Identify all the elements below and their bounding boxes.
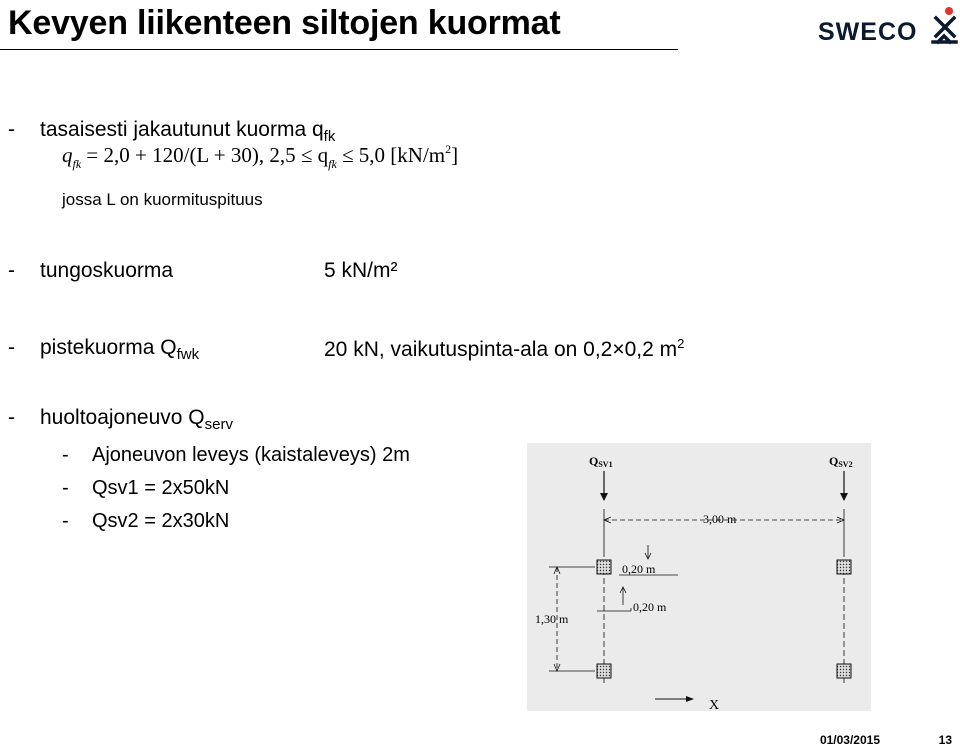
value-text: 20 kN, vaikutuspinta-ala on 0,2×0,2 m [324,338,678,361]
label-subscript: fk [323,128,336,145]
subitem-qsv2 [62,510,230,533]
footer-date: 01/03/2015 [819,733,880,747]
bullet-dash: - [62,477,69,499]
wheel-patch-front-left [597,560,611,574]
bullet-value [324,336,684,362]
width-label: 3,00 m [703,512,737,526]
service-vehicle-diagram [527,443,871,711]
formula-part1: = 2,0 + 120/(L + 30), 2,5 ≤ q [86,143,329,167]
q-sv2-label: QSV2 [829,454,853,469]
bullet-dash: - [8,406,15,429]
load-arrow-right [840,471,848,501]
q-sv1-label: QSV1 [589,454,613,469]
page-title: Kevyen liikenteen siltojen kuormat [8,4,561,42]
load-arrow-left [600,471,608,501]
bullet-label [40,118,335,145]
length-note: jossa L on kuormituspituus [62,190,263,209]
label-text: tasaisesti jakautunut kuorma q [40,118,324,141]
formula-close: ] [451,143,459,167]
label-subscript: serv [204,416,233,433]
x-axis-label: X [709,698,720,711]
bullet-value: 5 kN/m² [324,259,398,282]
label-subscript: fwk [176,346,200,363]
value-superscript: 2 [677,336,685,351]
bullet-item-crowd-load [8,259,398,283]
title-underline [0,49,678,50]
bullet-item-point-load [8,336,685,363]
formula-lhs-sub: fk [72,157,82,171]
formula-lhs: q [62,143,73,167]
wheel-patch-rear-left [597,664,611,678]
patch-dimension-2 [597,587,631,611]
patch-label-2: 0,20 m [633,600,667,614]
bullet-dash: - [8,118,15,141]
bullet-item-distributed-load [8,118,336,145]
bullet-item-service-vehicle [8,406,233,433]
label-text: huoltoajoneuvo Q [40,406,205,429]
wheel-patch-front-right [837,560,851,574]
x-axis-arrow [655,696,694,702]
sweco-logo [818,4,958,48]
subitem-qsv1 [62,477,230,500]
bullet-dash: - [8,336,15,359]
bullet-label: tungoskuorma [40,259,174,282]
subitem-vehicle-width [62,444,410,467]
bullet-dash: - [62,444,69,466]
bullet-dash: - [8,259,15,282]
sweco-person-icon [930,6,958,46]
formula-sup: 2 [445,142,452,156]
patch-label-1: 0,20 m [622,562,656,576]
subitem-label: Qsv2 = 2x30kN [92,510,230,532]
load-formula [62,142,458,172]
bullet-dash: - [62,510,69,532]
wheel-patch-rear-right [837,664,851,678]
bullet-label [40,406,233,433]
subitem-label: Ajoneuvon leveys (kaistaleveys) 2m [92,444,410,466]
subitem-label: Qsv1 = 2x50kN [92,477,230,499]
logo-text: SWECO [818,18,918,46]
label-text: pistekuorma Q [40,336,177,359]
bullet-label [40,336,199,363]
length-label: 1,30 m [535,612,569,626]
formula-part2: ≤ 5,0 [kN/m [342,143,446,167]
page-number: 13 [938,733,952,747]
formula-mid-sub: fk [328,157,337,171]
